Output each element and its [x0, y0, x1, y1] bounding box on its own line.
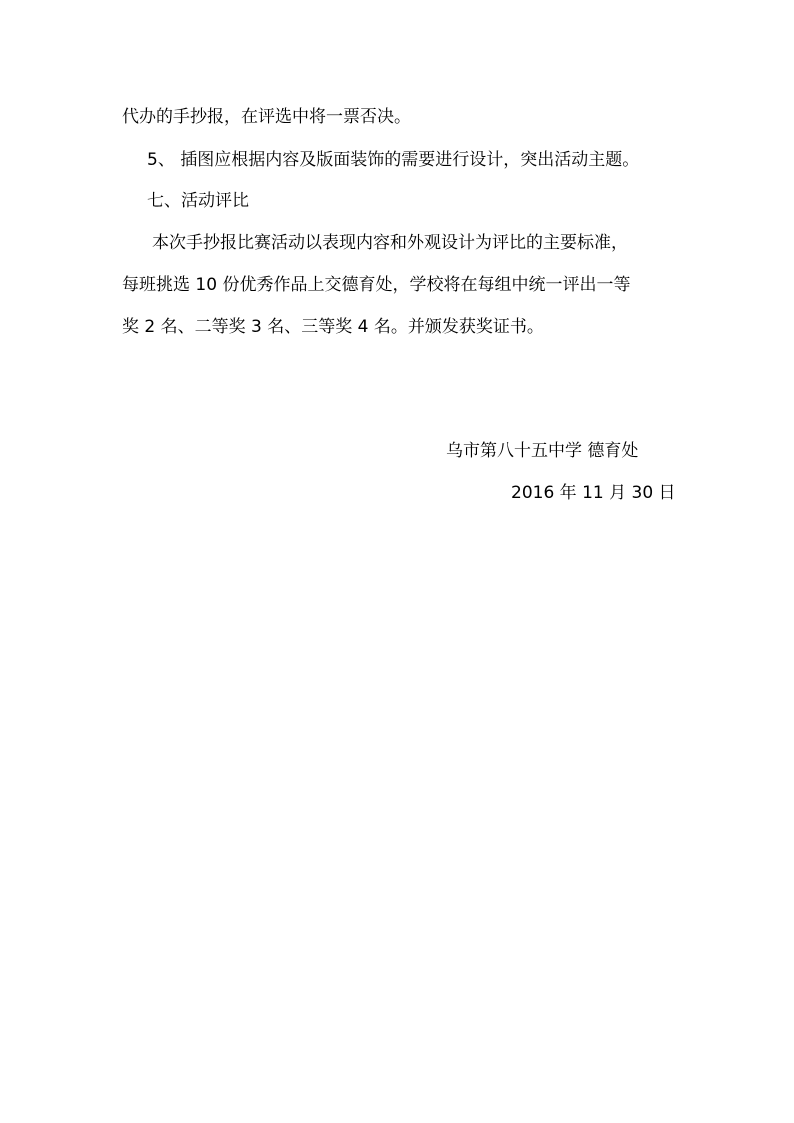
text-line-awards: 奖 2 名、二等奖 3 名、三等奖 4 名。并颁发获奖证书。: [122, 317, 544, 337]
signature-line: 乌市第八十五中学 德育处: [446, 441, 639, 461]
text-line-submission: 每班挑选 10 份优秀作品上交德育处，学校将在每组中统一评出一等: [122, 275, 631, 295]
text-line-illustration-rule: 5、 插图应根据内容及版面装饰的需要进行设计，突出活动主题。: [147, 150, 640, 170]
section-heading-evaluation: 七、活动评比: [147, 191, 249, 211]
text-line-evaluation-criteria: 本次手抄报比赛活动以表现内容和外观设计为评比的主要标准，: [152, 233, 628, 253]
text-line-ballot-rule: 代办的手抄报，在评选中将一票否决。: [122, 107, 411, 127]
date-line: 2016 年 11 月 30 日: [511, 483, 676, 503]
